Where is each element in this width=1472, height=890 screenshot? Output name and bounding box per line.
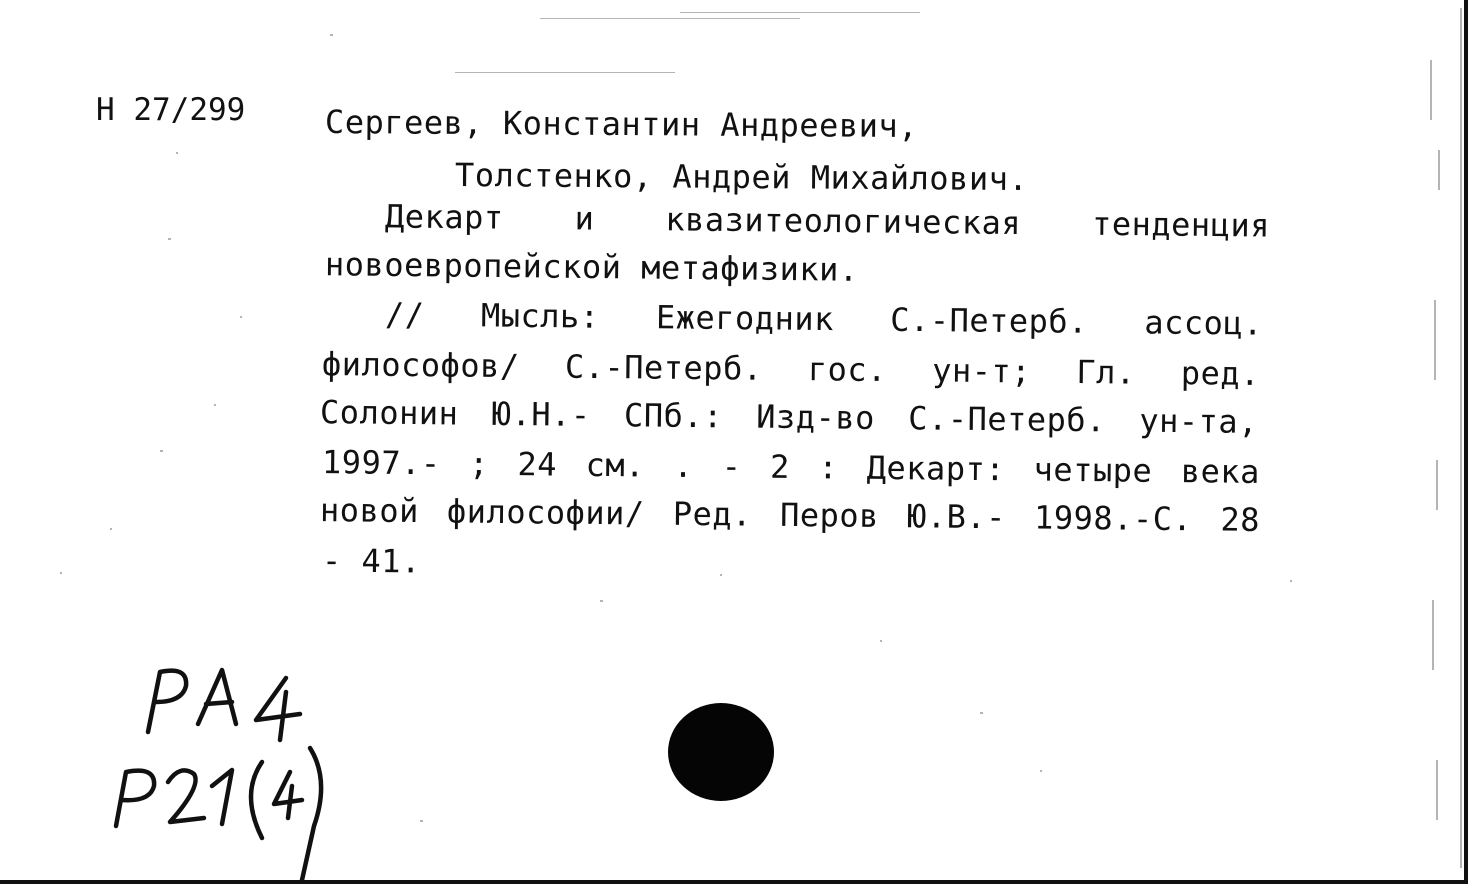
source-word: 2 (769, 447, 791, 486)
handwritten-glyph (212, 770, 232, 824)
source-word: 24 (517, 445, 558, 484)
source-word: 1998.-С. (1033, 498, 1193, 539)
source-word: Гл. (1076, 352, 1136, 392)
source-word: . (673, 446, 694, 485)
source-word: века (1180, 452, 1261, 491)
title-word: Декарт (384, 197, 504, 237)
source-word: Перов (779, 495, 880, 535)
source-word: СПб.: (623, 396, 724, 436)
source-word: новой (319, 491, 420, 531)
source-word: С.-Петерб. (890, 300, 1089, 341)
source-word: см. (585, 445, 646, 485)
source-word: Ежегодник (655, 298, 835, 339)
punch-hole (668, 703, 774, 801)
handwritten-glyph (198, 670, 236, 724)
source-word: С.-Петерб. (564, 347, 763, 388)
source-word: Ю.Н.- (491, 394, 591, 434)
source-word: 1997.- (321, 443, 441, 483)
source-word: ассоц. (1144, 303, 1264, 343)
title-word: и (574, 199, 595, 238)
source-word: гос. (807, 350, 888, 390)
handwritten-glyph (168, 770, 204, 822)
title-word: квазитеологическая (665, 200, 1022, 243)
source-word: Ю.В.- (906, 497, 1007, 537)
shelfmark: Н 27/299 (96, 92, 246, 128)
source-word: ; (468, 444, 490, 483)
source-word: 28 (1220, 500, 1261, 539)
source-word: С.-Петерб. (908, 399, 1107, 440)
title-line-2: новоевропейской метафизики. (324, 245, 859, 289)
source-word: ред. (1180, 354, 1261, 393)
source-word: четыре (1033, 450, 1153, 490)
title-word: тенденция (1091, 204, 1271, 245)
source-word: Солонин (319, 393, 459, 433)
handwritten-glyph (302, 748, 321, 880)
handwritten-classification-codes (90, 640, 390, 890)
handwritten-glyph (116, 771, 154, 826)
source-word: Декарт: (866, 448, 1006, 489)
source-word: : (818, 448, 839, 487)
source-word: ун-т; (932, 351, 1032, 391)
source-word: ун-та, (1139, 401, 1259, 441)
source-word: - (721, 447, 742, 486)
source-word: Изд-во (756, 397, 876, 437)
handwritten-glyph (256, 678, 300, 740)
handwritten-glyph (251, 762, 262, 838)
source-line-6: - 41. (321, 541, 422, 581)
author-secondary: Толстенко, Андрей Михайлович. (454, 155, 1029, 199)
source-word: философов/ (321, 345, 520, 386)
source-word: Ред. (672, 494, 753, 534)
handwritten-glyph (148, 671, 186, 732)
handwritten-glyph (274, 772, 302, 818)
author-primary: Сергеев, Константин Андреевич, (324, 102, 919, 146)
source-word: Мысль: (480, 296, 600, 336)
source-word: // (384, 295, 425, 334)
source-word: философии/ (446, 492, 645, 533)
